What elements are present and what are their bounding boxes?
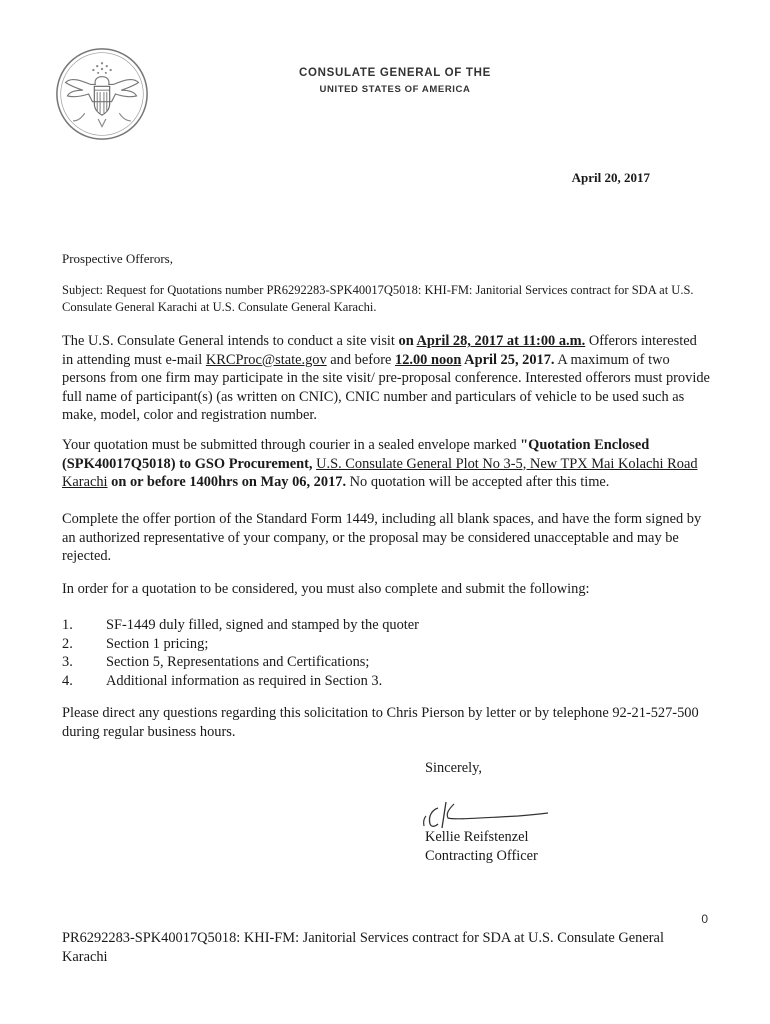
- submission-deadline: on or before 1400hrs on May 06, 2017.: [107, 474, 347, 490]
- list-item: [62, 672, 710, 691]
- signer-title: Contracting Officer: [425, 847, 538, 864]
- signer-block: [425, 828, 538, 865]
- offer-form-paragraph: Complete the offer portion of the Standard Form 1449, including all blank spaces, and have the form signed by an authorized representative of your company, or the proposal may be considered unacceptable and may be rejected.: [62, 511, 702, 564]
- letterhead: [230, 67, 560, 95]
- p2-text-a: Your quotation must be submitted through courier in a sealed envelope marked: [62, 437, 521, 453]
- letter-date: April 20, 2017: [571, 170, 650, 185]
- p1-text-d: and before: [326, 351, 395, 368]
- great-seal-emblem-icon: [54, 46, 150, 142]
- page-number: 0: [701, 912, 708, 926]
- envelope-marking: "Quotation Enclosed (SPK40017Q5018) to GSO Procurement,: [62, 437, 650, 472]
- list-item-text: SF-1449 duly filled, signed and stamped by the quoter: [106, 617, 419, 633]
- salutation: Prospective Offerors,: [62, 251, 173, 266]
- list-item-text: Section 1 pricing;: [106, 635, 209, 652]
- list-item-number: 4.: [62, 672, 73, 689]
- list-item: [62, 653, 710, 672]
- p1-text-c: Offerors interested in attending must e-mail: [62, 333, 697, 368]
- letterhead-line-2: UNITED STATES OF AMERICA: [319, 84, 471, 95]
- signer-name: Kellie Reifstenzel: [425, 829, 529, 845]
- site-visit-date: April 28, 2017 at 11:00 a.m.: [416, 333, 586, 349]
- list-item: [62, 616, 710, 635]
- list-item-text: Section 5, Representations and Certifications;: [106, 654, 370, 670]
- page-footer: PR6292283-SPK40017Q5018: KHI-FM: Janitorial Services contract for SDA at U.S. Consulate General Karachi: [62, 930, 664, 965]
- requirements-intro: In order for a quotation to be considered, you must also complete and submit the following:: [62, 581, 590, 597]
- p1-text-e: A maximum of two persons from one firm may participate in the site visit/ pre-proposal conference. Interested offerors must provide full name of participant(s) (as written on CNIC), CNIC number and particulars of vehicle to be used such as make, model, color and registration number.: [62, 351, 710, 423]
- site-visit-paragraph: [62, 332, 710, 425]
- letterhead-line-1: CONSULATE GENERAL OF THE: [298, 67, 492, 79]
- p1-on: on: [398, 333, 417, 349]
- registration-deadline: April 25, 2017.: [461, 351, 555, 368]
- list-item: [62, 635, 710, 654]
- list-item-text: Additional information as required in Section 3.: [106, 672, 383, 689]
- email-link[interactable]: KRCProc@state.gov: [205, 351, 327, 368]
- list-item-number: 1.: [62, 617, 73, 633]
- p2-text-c: No quotation will be accepted after this time.: [346, 474, 610, 490]
- closing: Sincerely,: [425, 760, 483, 776]
- requirements-list: [62, 616, 710, 690]
- subject-line: Subject: Request for Quotations number PR6292283-SPK40017Q5018: KHI-FM: Janitorial Services contract for SDA at U.S. Consulate General Karachi at U.S. Consulate General Karachi.: [62, 283, 694, 314]
- consulate-address: U.S. Consulate General Plot No 3-5, New TPX Mai Kolachi Road Karachi: [62, 455, 698, 490]
- noon-deadline: 12.00 noon: [395, 351, 462, 368]
- list-item-number: 3.: [62, 654, 73, 670]
- submission-paragraph: [62, 436, 710, 492]
- contact-paragraph: Please direct any questions regarding this solicitation to Chris Pierson by letter or by telephone 92-21-527-500 during regular business hours.: [62, 705, 699, 740]
- p1-text-a: The U.S. Consulate General intends to conduct a site visit: [62, 333, 399, 349]
- list-item-number: 2.: [62, 635, 73, 652]
